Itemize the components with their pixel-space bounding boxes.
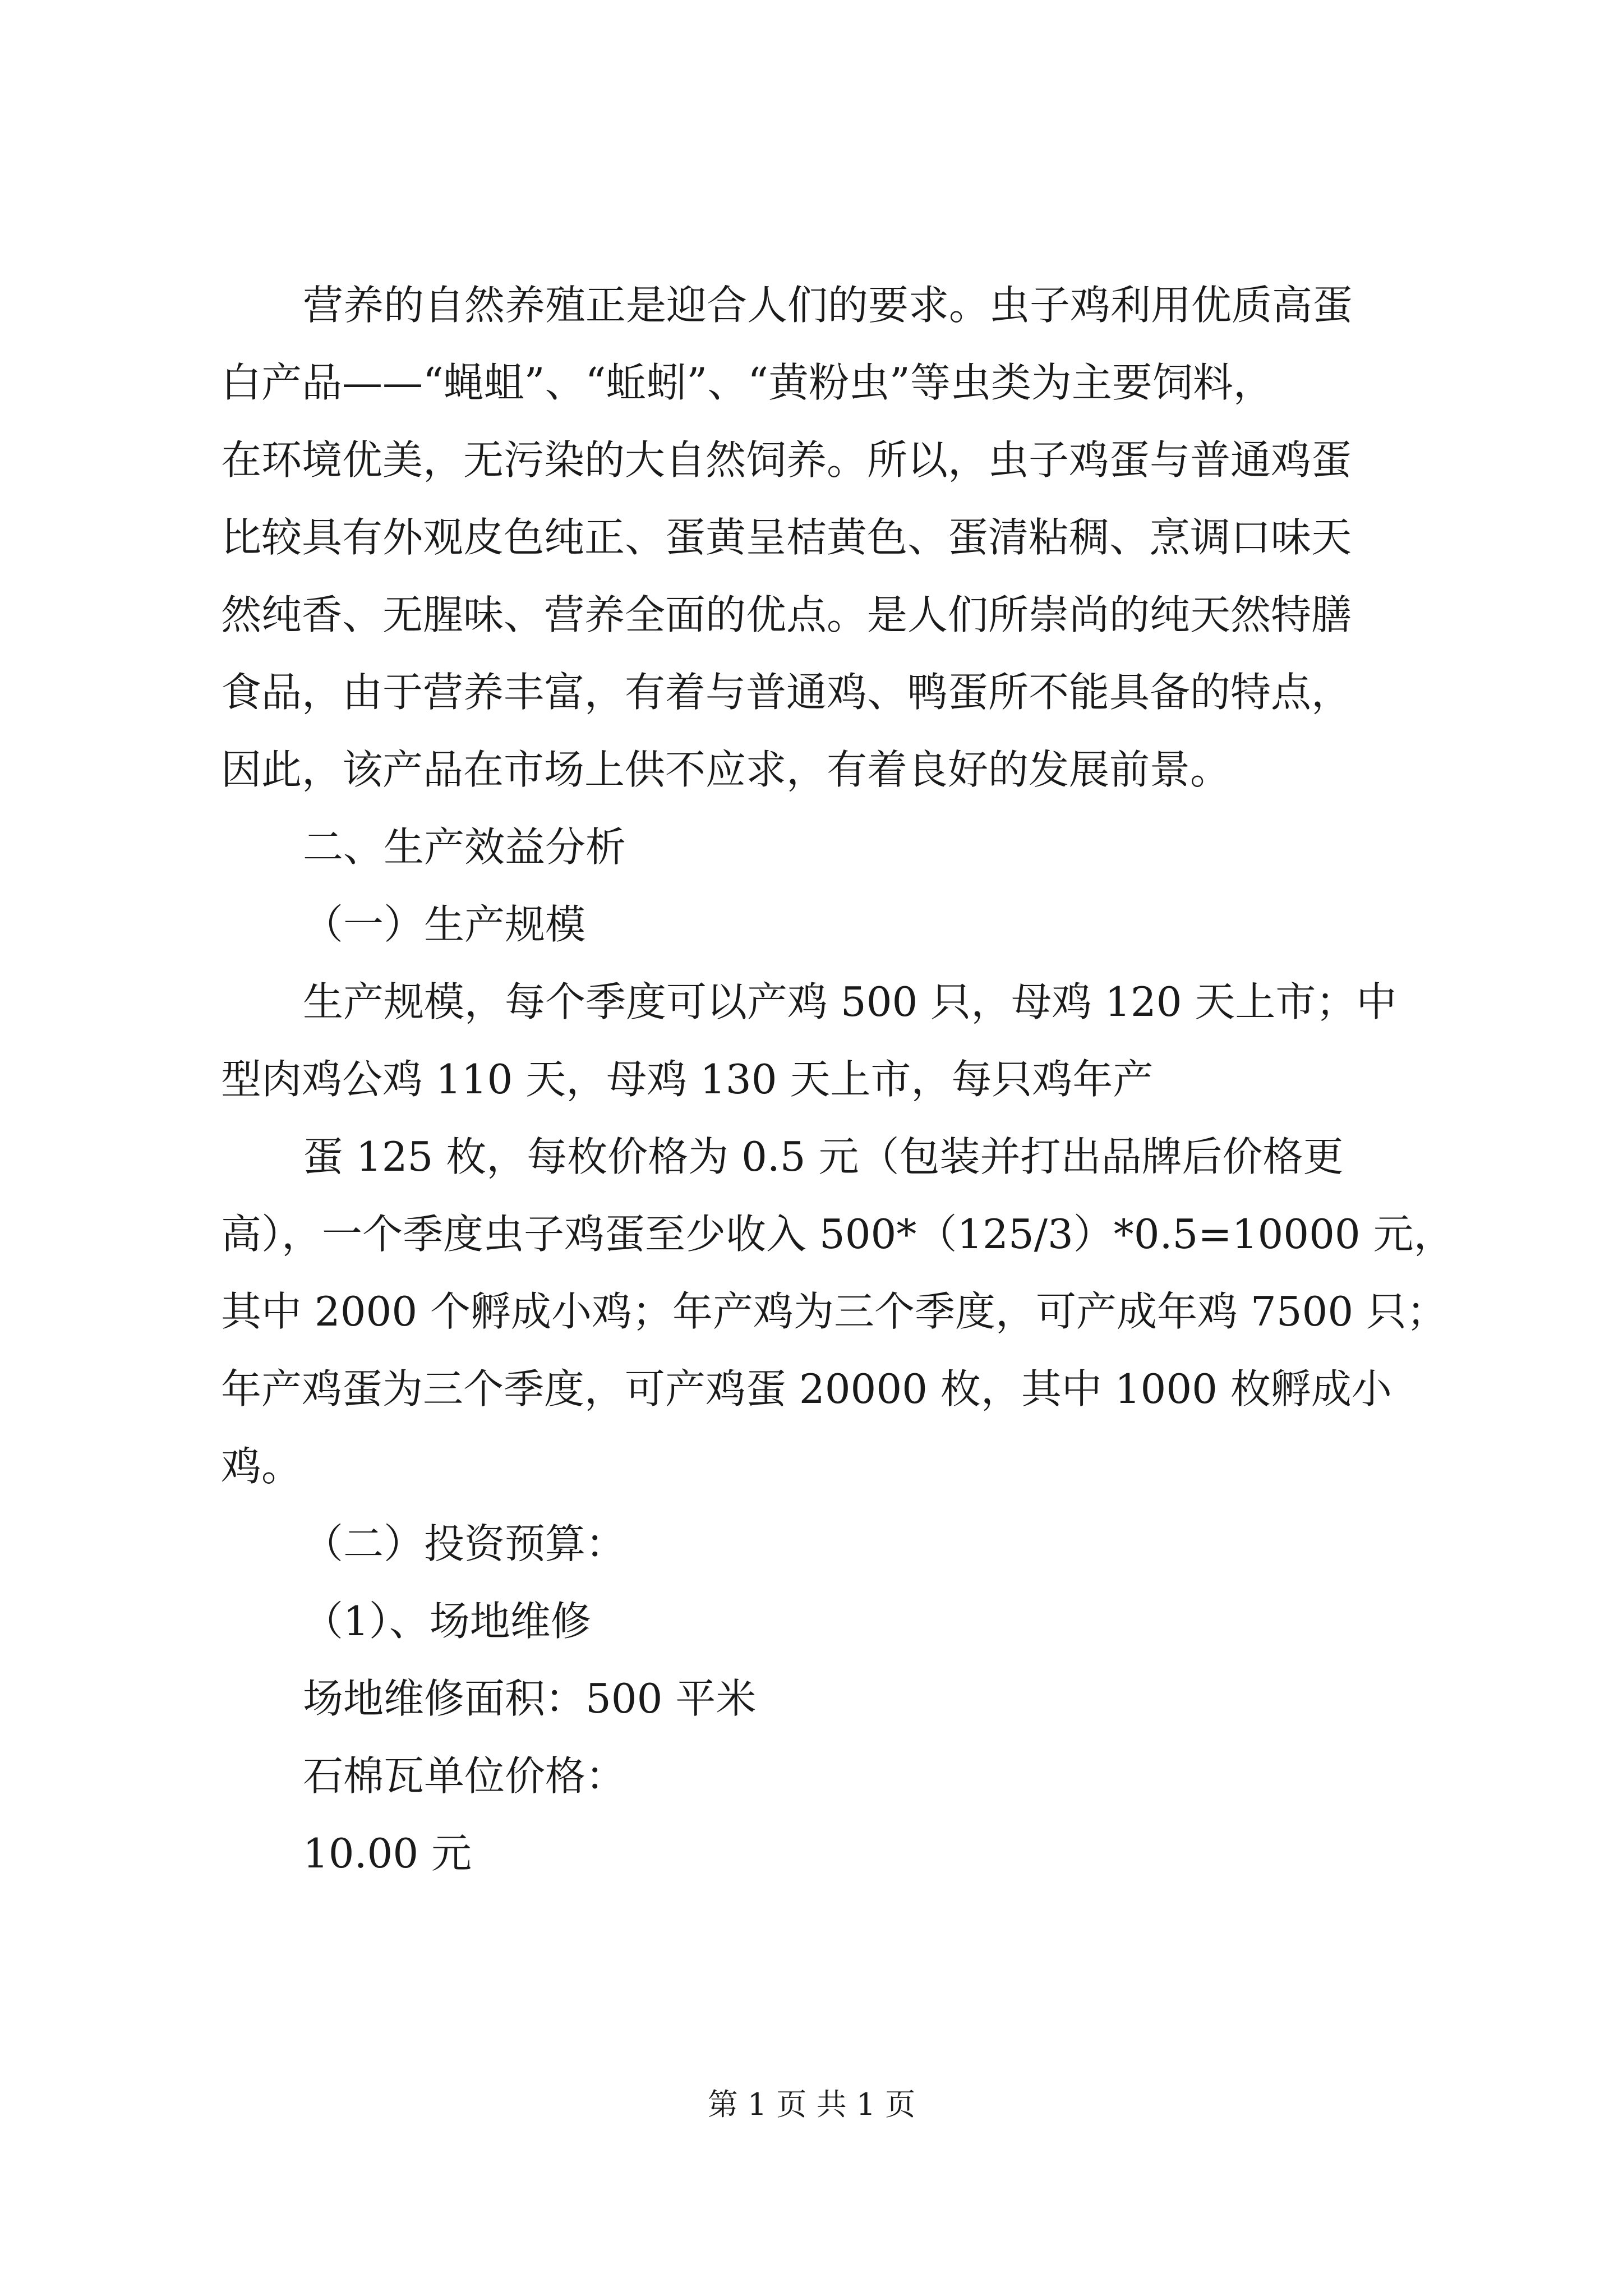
page-footer: 第 1 页 共 1 页	[707, 2087, 916, 2122]
paragraph-line: 食品，由于营养丰富，有着与普通鸡、鸭蛋所不能具备的特点，	[221, 669, 1352, 716]
subsection-heading: （二）投资预算：	[303, 1520, 626, 1567]
paragraph-line: 10.00 元	[303, 1830, 472, 1877]
subsection-heading: （一）生产规模	[303, 901, 586, 948]
paragraph-line: 场地维修面积：500 平米	[303, 1675, 757, 1722]
paragraph-line: 其中 2000 个孵成小鸡；年产鸡为三个季度，可产成年鸡 7500 只；	[221, 1288, 1447, 1335]
section-heading: 二、生产效益分析	[303, 823, 626, 871]
paragraph-line: 石棉瓦单位价格：	[303, 1752, 626, 1800]
paragraph-line: 年产鸡蛋为三个季度，可产鸡蛋 20000 枚，其中 1000 枚孵成小	[221, 1365, 1392, 1412]
paragraph-line: 然纯香、无腥味、营养全面的优点。是人们所崇尚的纯天然特膳	[221, 591, 1352, 638]
paragraph-line: 营养的自然养殖正是迎合人们的要求。虫子鸡利用优质高蛋	[303, 282, 1353, 329]
paragraph-line: 比较具有外观皮色纯正、蛋黄呈桔黄色、蛋清粘稠、烹调口味天	[221, 514, 1352, 561]
paragraph-line: 型肉鸡公鸡 110 天，母鸡 130 天上市，每只鸡年产	[221, 1056, 1154, 1103]
paragraph-line: 蛋 125 枚，每枚价格为 0.5 元（包装并打出品牌后价格更	[303, 1133, 1344, 1180]
paragraph-line: 白产品——“蝇蛆”、“蚯蚓”、“黄粉虫”等虫类为主要饲料，	[221, 359, 1274, 406]
paragraph-line: 在环境优美，无污染的大自然饲养。所以，虫子鸡蛋与普通鸡蛋	[221, 436, 1352, 484]
paragraph-line: 因此，该产品在市场上供不应求，有着良好的发展前景。	[221, 746, 1231, 793]
list-item-heading: （1）、场地维修	[303, 1598, 591, 1645]
paragraph-line: 鸡。	[221, 1443, 302, 1490]
paragraph-line: 高），一个季度虫子鸡蛋至少收入 500*（125/3）*0.5=10000 元，	[221, 1211, 1454, 1258]
paragraph-line: 生产规模，每个季度可以产鸡 500 只，母鸡 120 天上市；中	[303, 978, 1397, 1025]
